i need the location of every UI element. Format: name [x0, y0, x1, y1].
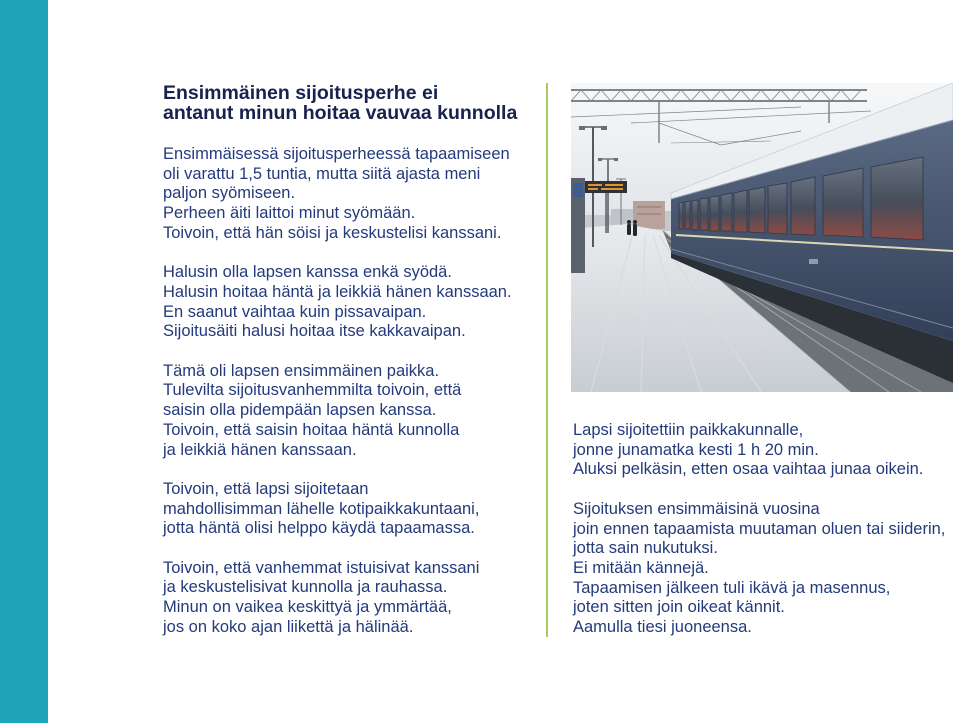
- text-line: Lapsi sijoitettiin paikkakunnalle,: [573, 421, 804, 439]
- text-line: Halusin hoitaa häntä ja leikkiä hänen kanssaan.: [163, 282, 512, 301]
- text-line: jos on koko ajan liikettä ja hälinää.: [163, 617, 414, 636]
- text-line: paljon syömiseen.: [163, 184, 296, 203]
- column-divider: [546, 83, 548, 637]
- train-window: [700, 198, 708, 230]
- right-paragraph-2: [573, 500, 945, 638]
- train-window: [679, 202, 683, 229]
- text-line: joten sitten join oikeat kännit.: [573, 598, 785, 617]
- right-paragraph-1: [573, 421, 945, 480]
- text-line: Halusin olla lapsen kanssa enkä syödä.: [163, 263, 452, 282]
- train-window: [734, 190, 747, 232]
- text-line: Toivoin, että saisin hoitaa häntä kunnolla: [163, 420, 460, 439]
- train-window: [692, 200, 698, 230]
- text-line: saisin olla pidempään lapsen kanssa.: [163, 401, 437, 420]
- text-line: oli varattu 1,5 tuntia, mutta siitä ajasta meni: [163, 164, 481, 183]
- text-line: Ensimmäisessä sijoitusperheessä tapaamiseen: [163, 145, 510, 163]
- text-line: ja keskustelisivat kunnolla ja rauhassa.: [163, 578, 448, 597]
- text-line: join ennen tapaamista muutaman oluen tai siiderin,: [573, 519, 946, 538]
- text-line: Aamulla tiesi juoneensa.: [573, 618, 752, 637]
- text-line: Toivoin, että hän söisi ja keskustelisi kanssani.: [163, 223, 502, 242]
- train-logo-mark: [809, 259, 818, 264]
- text-line: jotta sain nukutuksi.: [573, 539, 718, 558]
- text-line: Tapaamisen jälkeen tuli ikävä ja masennus,: [573, 578, 891, 597]
- train-window: [749, 187, 765, 233]
- page-heading: [163, 83, 517, 123]
- train-station-photo: [571, 83, 953, 392]
- text-line: ja leikkiä hänen kanssaan.: [163, 440, 357, 459]
- left-paragraph-1: [163, 145, 512, 244]
- text-line: Sijoitusäiti halusi hoitaa itse kakkavaipan.: [163, 322, 466, 341]
- left-paragraph-5: [163, 559, 512, 638]
- text-line: En saanut vaihtaa kuin pissavaipan.: [163, 302, 427, 321]
- left-paragraph-3: [163, 362, 512, 461]
- station-shelter: [571, 178, 585, 273]
- text-line: jotta häntä olisi helppo käydä tapaamassa.: [163, 519, 475, 538]
- heading-line-2: antanut minun hoitaa vauvaa kunnolla: [163, 102, 518, 124]
- train-window: [791, 177, 815, 235]
- train-window: [871, 157, 923, 240]
- text-line: Minun on vaikea keskittyä ja ymmärtää,: [163, 598, 452, 617]
- heading-line-1: Ensimmäinen sijoitusperhe ei: [163, 82, 439, 104]
- text-line: Tämä oli lapsen ensimmäinen paikka.: [163, 361, 440, 380]
- accent-bar: [0, 0, 48, 723]
- left-paragraph-4: [163, 480, 512, 539]
- train-window: [685, 201, 690, 229]
- right-column-body: [573, 421, 945, 657]
- train-window: [768, 183, 787, 234]
- text-line: Sijoituksen ensimmäisinä vuosina: [573, 499, 820, 518]
- text-line: Toivoin, että lapsi sijoitetaan: [163, 479, 369, 498]
- left-column-body: [163, 145, 512, 657]
- train-window: [823, 168, 863, 237]
- text-line: Toivoin, että vanhemmat istuisivat kanssani: [163, 558, 480, 577]
- text-line: Aluksi pelkäsin, etten osaa vaihtaa junaa oikein.: [573, 460, 924, 479]
- left-paragraph-2: [163, 263, 512, 342]
- train-window: [710, 196, 719, 231]
- text-line: jonne junamatka kesti 1 h 20 min.: [573, 440, 819, 459]
- text-line: mahdollisimman lähelle kotipaikkakuntaani,: [163, 499, 480, 518]
- train-window: [721, 193, 732, 231]
- text-line: Ei mitään kännejä.: [573, 558, 709, 577]
- text-line: Perheen äiti laittoi minut syömään.: [163, 204, 416, 223]
- text-line: Tulevilta sijoitusvanhemmilta toivoin, että: [163, 381, 462, 400]
